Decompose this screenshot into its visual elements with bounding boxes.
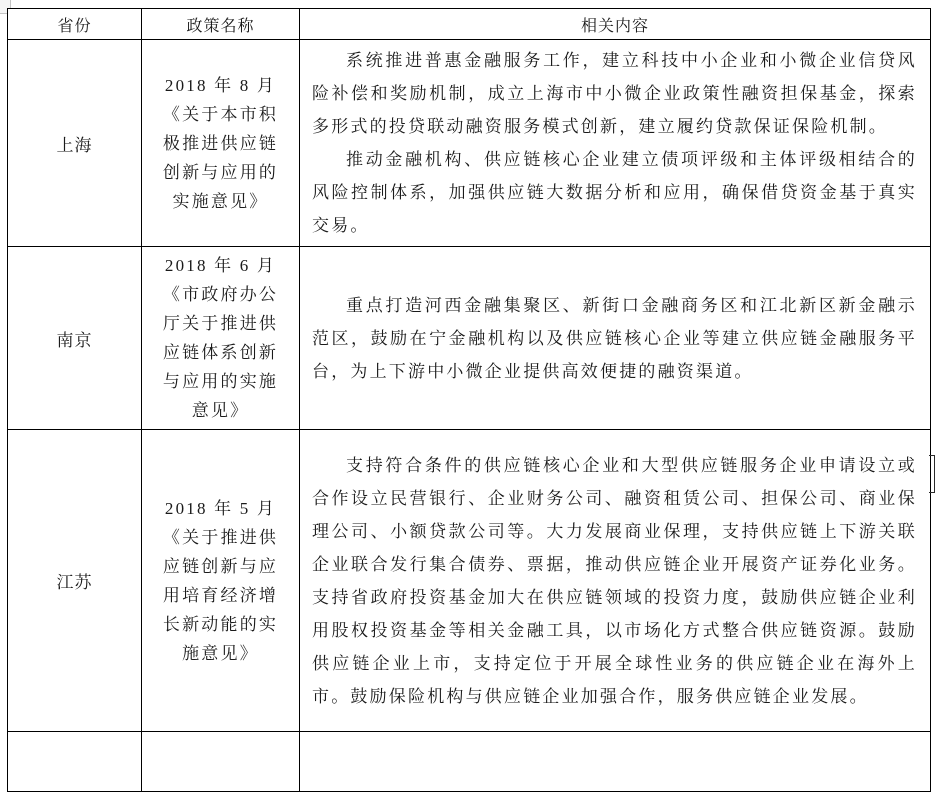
cell-province: 上海 (8, 40, 142, 247)
cell-policy-name-empty (142, 732, 300, 792)
table-row-jiangsu (8, 430, 931, 732)
cell-related-content (300, 40, 931, 247)
page-edge-artifact (929, 455, 935, 493)
content-paragraph: 重点打造河西金融集聚区、新街口金融商务区和江北新区新金融示范区，鼓励在宁金融机构以及供应链核心企业等建立供应链金融服务平台，为上下游中小微企业提供高效便捷的融资渠道。 (312, 295, 917, 381)
cell-policy-name: 2018 年 6 月《市政府办公厅关于推进供应链体系创新与应用的实施意见》 (142, 247, 300, 430)
table-row-nanjing (8, 247, 931, 430)
content-paragraph: 系统推进普惠金融服务工作，建立科技中小企业和小微企业信贷风险补偿和奖励机制，成立上海市中小微企业政策性融资担保基金，探索多形式的投贷联动融资服务模式创新，建立履约贷款保证保险机制。 (312, 51, 917, 136)
table-row-clipped (8, 732, 931, 792)
cell-policy-name: 2018 年 5 月《关于推进供应链创新与应用培育经济增长新动能的实施意见》 (142, 430, 300, 732)
cell-province-empty (8, 732, 142, 792)
cell-province: 南京 (8, 247, 142, 430)
cell-related-content (300, 247, 931, 430)
header-row (8, 9, 931, 40)
column-header-province: 省份 (8, 9, 142, 40)
column-header-policy-name: 政策名称 (142, 9, 300, 40)
policy-table (7, 8, 931, 792)
cell-related-content-empty (300, 732, 931, 792)
table-row-shanghai (8, 40, 931, 247)
cell-policy-name: 2018 年 8 月《关于本市积极推进供应链创新与应用的实施意见》 (142, 40, 300, 247)
cell-province: 江苏 (8, 430, 142, 732)
content-paragraph: 支持符合条件的供应链核心企业和大型供应链服务企业申请设立或合作设立民营银行、企业财务公司、融资租赁公司、担保公司、商业保理公司、小额贷款公司等。大力发展商业保理，支持供应链上下游关联企业联合发行集合债券、票据，推动供应链企业开展资产证券化业务。支持省政府投资基金加大在供应链领域的投资力度，鼓励供应链企业利用股权投资基金等相关金融工具，以市场化方式整合供应链资源。鼓励供应链企业上市，支持定位于开展全球性业务的供应链企业在海外上市。鼓励保险机构与供应链企业加强合作，服务供应链企业发展。 (312, 455, 917, 706)
content-paragraph: 推动金融机构、供应链核心企业建立债项评级和主体评级相结合的风险控制体系，加强供应链大数据分析和应用，确保借贷资金基于真实交易。 (312, 150, 917, 235)
cell-related-content (300, 430, 931, 732)
column-header-related-content: 相关内容 (300, 9, 931, 40)
